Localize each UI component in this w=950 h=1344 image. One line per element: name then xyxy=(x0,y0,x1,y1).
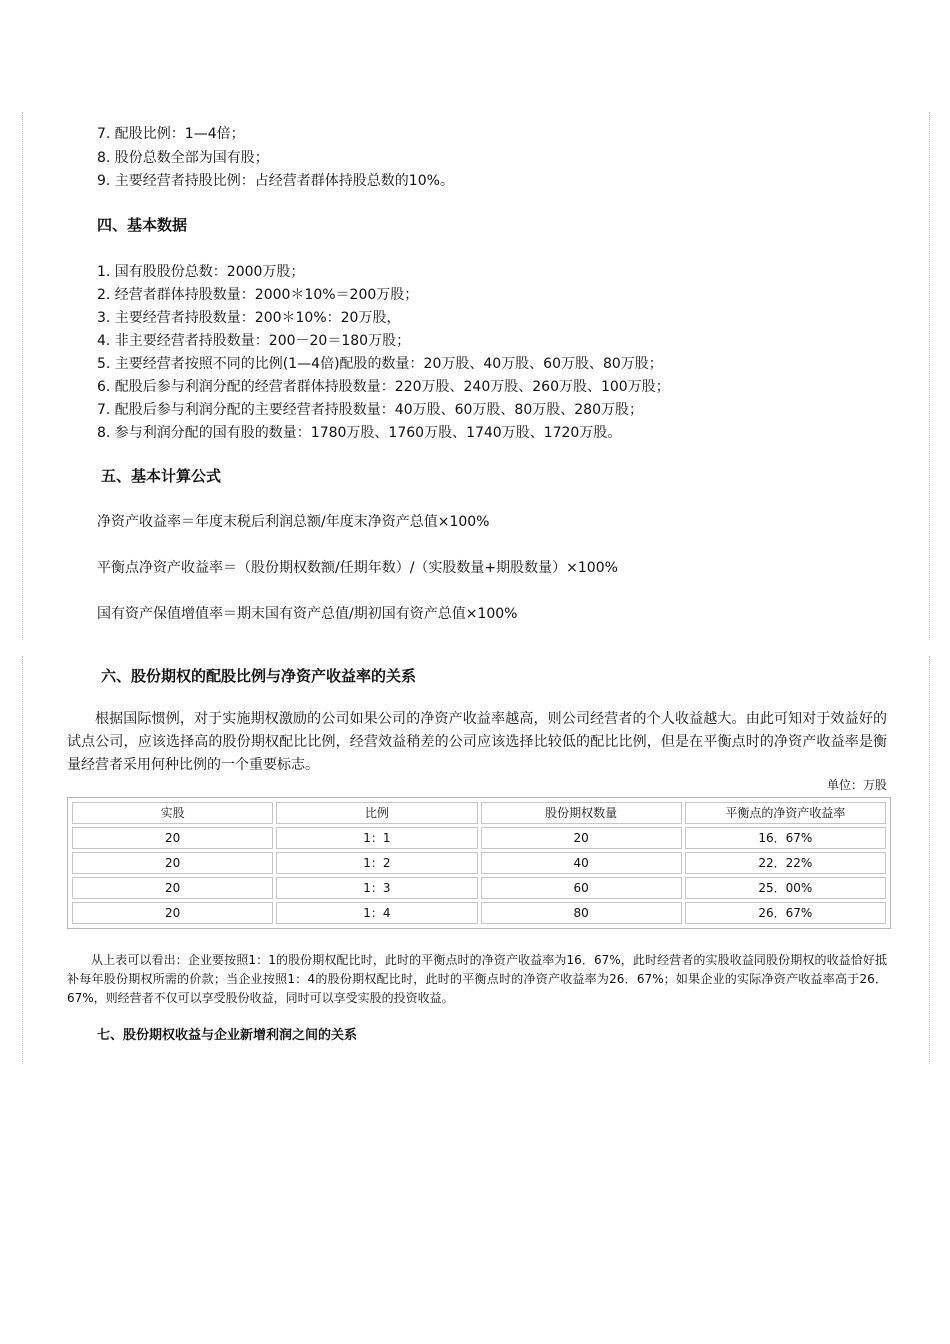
list-item: 1. 国有股股份总数：2000万股； xyxy=(97,264,305,280)
document-section-basic xyxy=(22,112,930,640)
table-cell: 20 xyxy=(72,902,273,924)
list-item: 8. 参与利润分配的国有股的数量：1780万股、1760万股、1740万股、1720万股。 xyxy=(97,425,622,441)
table-note-paragraph: 从上表可以看出：企业要按照1：1的股份期权配比时，此时的平衡点时的净资产收益率为16．67%，此时经营者的实股收益同股份期权的收益恰好抵补每年股份期权所需的价款；当企业按照1：4的股份期权配比时，此时的平衡点时的净资产收益率为26．67%；如果企业的实际净资产收益率高于26．67%，则经营者不仅可以享受股份收益，同时可以享受实股的投资收益。 xyxy=(67,953,887,1005)
section-heading-ratio-roe: 六、股份期权的配股比例与净资产收益率的关系 xyxy=(101,667,417,685)
table-cell: 20 xyxy=(72,827,273,849)
list-item: 4. 非主要经营者持股数量：200－20＝180万股； xyxy=(97,333,411,349)
body-paragraph: 根据国际惯例，对于实施期权激励的公司如果公司的净资产收益率越高，则公司经营者的个人收益越大。由此可知对于效益好的试点公司，应该选择高的股份期权配比比例，经营效益稍差的公司应该选择比较低的配比比例，但是在平衡点时的净资产收益率是衡量经营者采用何种比例的一个重要标志。 xyxy=(67,711,887,773)
table-cell: 25．00% xyxy=(685,877,886,899)
formula-roe: 净资产收益率＝年度末税后利润总额/年度末净资产总值×100% xyxy=(97,514,490,530)
section-heading-option-profit: 七、股份期权收益与企业新增利润之间的关系 xyxy=(97,1028,358,1043)
table-cell: 20 xyxy=(481,827,682,849)
table-cell: 22．22% xyxy=(685,852,886,874)
table-cell: 1：4 xyxy=(276,902,477,924)
list-item: 9. 主要经营者持股比例：占经营者群体持股总数的10%。 xyxy=(97,173,454,189)
table-header-cell: 平衡点的净资产收益率 xyxy=(685,802,886,824)
list-item: 7. 配股后参与利润分配的主要经营者持股数量：40万股、60万股、80万股、280万股； xyxy=(97,402,643,418)
table-cell: 1：3 xyxy=(276,877,477,899)
table-cell: 1：1 xyxy=(276,827,477,849)
section-heading-basic-data: 四、基本数据 xyxy=(97,216,188,234)
table-header-cell: 比例 xyxy=(276,802,477,824)
formula-state-asset-ratio: 国有资产保值增值率＝期末国有资产总值/期初国有资产总值×100% xyxy=(97,606,518,622)
list-item: 8. 股份总数全部为国有股； xyxy=(97,150,269,166)
table-cell: 60 xyxy=(481,877,682,899)
formula-breakeven-roe: 平衡点净资产收益率＝（股份期权数额/任期年数）/（实股数量+期股数量）×100% xyxy=(97,560,618,576)
table-cell: 80 xyxy=(481,902,682,924)
table-header-row xyxy=(72,802,886,824)
table-cell: 40 xyxy=(481,852,682,874)
table-row xyxy=(72,852,886,874)
list-item: 6. 配股后参与利润分配的经营者群体持股数量：220万股、240万股、260万股、100万股； xyxy=(97,379,670,395)
table-unit-label: 单位：万股 xyxy=(826,778,887,792)
table-row xyxy=(72,827,886,849)
table-cell: 20 xyxy=(72,852,273,874)
list-item: 5. 主要经营者按照不同的比例(1—4倍)配股的数量：20万股、40万股、60万股、80万股； xyxy=(97,356,663,372)
table-header-cell: 股份期权数量 xyxy=(481,802,682,824)
list-item: 7. 配股比例：1—4倍； xyxy=(97,126,245,142)
table-cell: 26．67% xyxy=(685,902,886,924)
table-header-cell: 实股 xyxy=(72,802,273,824)
list-item: 2. 经营者群体持股数量：2000＊10%＝200万股； xyxy=(97,287,419,303)
table-row xyxy=(72,902,886,924)
table-cell: 20 xyxy=(72,877,273,899)
table-cell: 1：2 xyxy=(276,852,477,874)
ratio-table xyxy=(67,797,891,929)
document-section-ratio xyxy=(22,656,930,1064)
list-item: 3. 主要经营者持股数量：200＊10%：20万股， xyxy=(97,310,401,326)
table-row xyxy=(72,877,886,899)
section-heading-formulas: 五、基本计算公式 xyxy=(101,467,222,485)
table-cell: 16．67% xyxy=(685,827,886,849)
